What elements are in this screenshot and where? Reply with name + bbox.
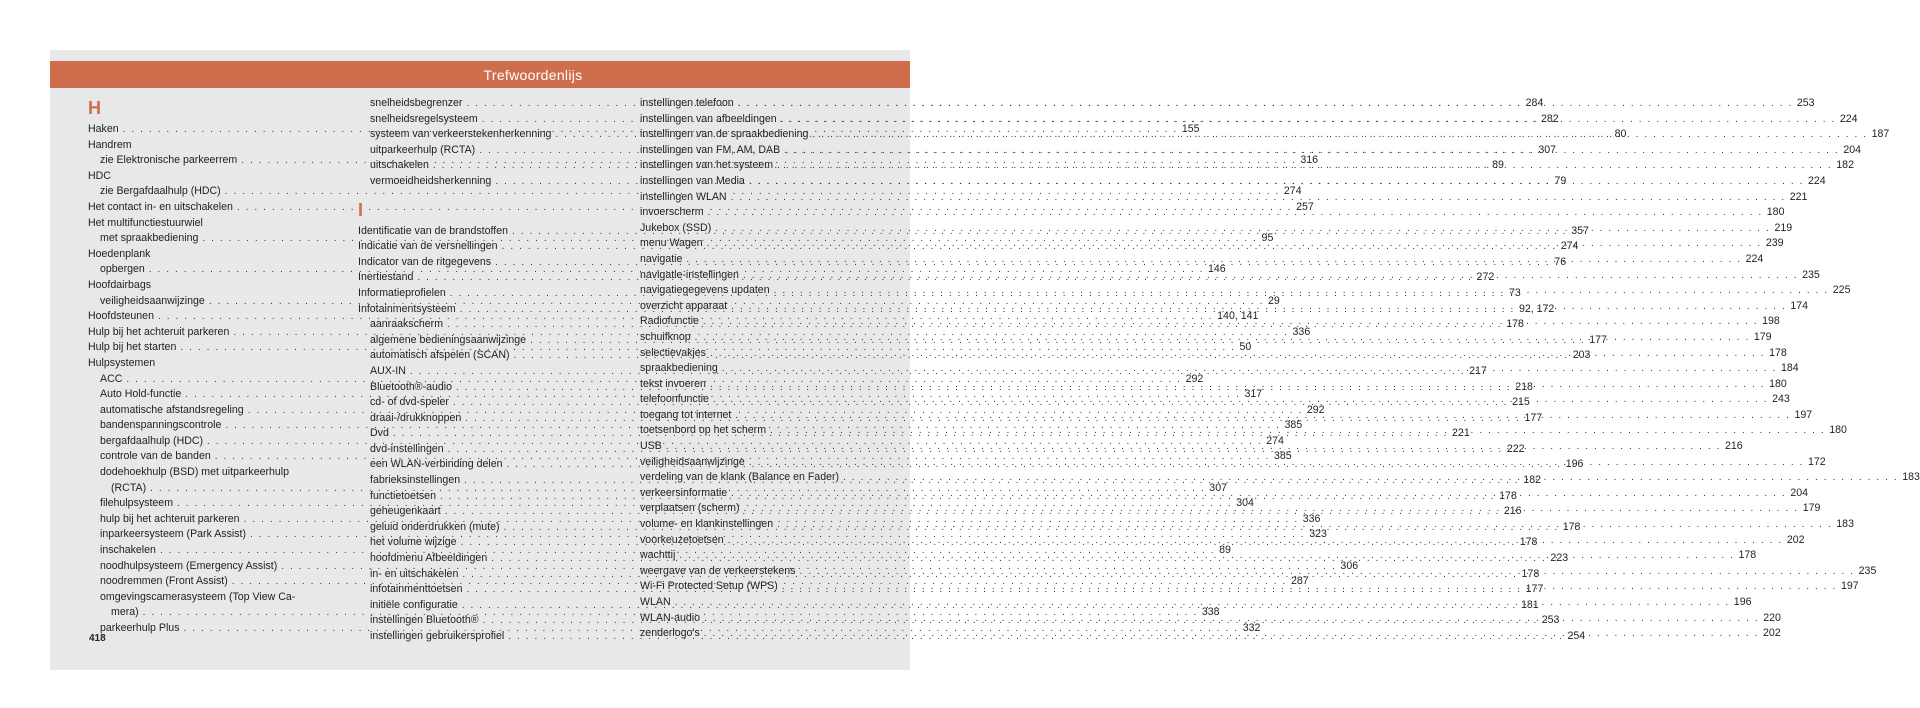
- index-entry-label: automatisch afspelen (SCAN): [370, 349, 510, 362]
- index-entry-label: Dvd: [370, 427, 389, 440]
- dot-leader: [743, 268, 1798, 284]
- index-entry-heading: HDC: [88, 169, 111, 182]
- index-entry-label: Informatieprofielen: [358, 286, 446, 299]
- index-entry-page: 73: [1508, 286, 1521, 299]
- index-entry-label: instellingen telefoon: [640, 97, 734, 109]
- index-entry-heading: dodehoekhulp (BSD) met uitparkeerhulp: [100, 466, 290, 479]
- index-entry-page: 178: [1562, 520, 1581, 533]
- index-entry-page: 177: [1525, 583, 1544, 596]
- index-entry-page: 221: [1789, 190, 1808, 203]
- index-entry-label: navigatiegegevens updaten: [640, 284, 770, 297]
- index-entry-label: zie Bergafdaalhulp (HDC): [100, 185, 221, 198]
- index-entry-page: 307: [1538, 143, 1557, 156]
- dot-leader: [777, 158, 1832, 174]
- index-entry-page: 218: [1515, 380, 1533, 393]
- index-entry-label: geheugenkaart: [370, 505, 441, 518]
- index-entry-label: selectievakjes: [640, 346, 706, 359]
- index-entry-label: USB: [640, 440, 662, 453]
- index-entry-page: 180: [1769, 377, 1787, 390]
- dot-leader: [781, 112, 1836, 128]
- index-entry-page: 307: [1209, 481, 1227, 494]
- index-entry-page: 155: [1181, 123, 1200, 135]
- index-entry-page: 177: [1524, 411, 1543, 424]
- index-entry-label: dvd-instellingen: [370, 442, 444, 455]
- index-entry-label: geluid onderdrukken (mute): [370, 520, 500, 533]
- index-entry-page: 274: [1266, 434, 1284, 447]
- index-entry-label: volume- en klankinstellingen: [640, 518, 774, 531]
- index-entry-label: instellingen Bluetooth®: [370, 614, 479, 627]
- index-entry-label: systeem van verkeerstekenherkenning: [370, 128, 552, 141]
- index-entry-label: cd- of dvd-speler: [370, 396, 449, 409]
- index-entry-page: 304: [1236, 497, 1254, 510]
- index-entry-label: met spraakbediening: [100, 232, 199, 245]
- dot-leader: [710, 346, 1765, 362]
- index-letter-heading: I: [358, 199, 364, 220]
- index-entry-label: overzicht apparaat: [640, 299, 728, 312]
- index-entry-label: zie Elektronische parkeerrem: [100, 154, 238, 167]
- index-entry-label: Identificatie van de brandstoffen: [358, 224, 508, 237]
- dot-leader: [675, 595, 1730, 611]
- index-entry-page: 215: [1512, 396, 1530, 409]
- index-entry-page: 235: [1802, 268, 1820, 281]
- index-entry-heading: Het multifunctiestuurwiel: [88, 216, 203, 229]
- dot-leader: [695, 330, 1750, 346]
- index-entry-label: hoofdmenu Afbeeldingen: [370, 552, 488, 565]
- index-entry-heading: Hoedenplank: [88, 247, 151, 260]
- index-entry-page: 184: [1780, 362, 1799, 375]
- index-entry-label: AUX-IN: [370, 364, 406, 377]
- index-entry-label: snelheidsbegrenzer: [370, 97, 463, 109]
- index-entry-page: 80: [1614, 128, 1627, 141]
- index-entry-page: 316: [1300, 154, 1319, 167]
- index-entry-page: 219: [1774, 221, 1793, 234]
- index-entry-label: Hulp bij het starten: [88, 341, 177, 354]
- index-entry-label: veiligheidsaanwijzinge: [640, 455, 745, 468]
- dot-leader: [715, 221, 1770, 237]
- index-entry-page: 29: [1268, 294, 1280, 307]
- index-entry-page: 204: [1790, 486, 1809, 499]
- index-entry-label: (RCTA): [111, 481, 147, 494]
- index-entry-label: instellingen van Media: [640, 174, 745, 187]
- index-entry-page: 254: [1567, 630, 1586, 642]
- index-entry-page: 274: [1560, 240, 1579, 253]
- dot-leader: [782, 579, 1837, 595]
- index-entry-label: Hoofdsteunen: [88, 310, 154, 323]
- index-entry-label: inparkeersysteem (Park Assist): [100, 528, 246, 541]
- dot-leader: [731, 190, 1786, 206]
- index-entry-heading: Hulpsystemen: [88, 356, 156, 369]
- index-entry-label: controle van de banden: [100, 450, 211, 463]
- index-entry-label: Inertiestand: [358, 271, 414, 284]
- index-entry-page: 181: [1520, 598, 1539, 611]
- index-entry-page: 140, 141: [1217, 310, 1259, 323]
- dot-leader: [843, 470, 1898, 486]
- index-entry-label: instellingen van afbeeldingen: [640, 112, 777, 125]
- index-entry-label: filehulpsysteem: [100, 497, 174, 510]
- index-entry-label: instellingen van FM, AM, DAB: [640, 143, 781, 156]
- index-entry-label: instellingen WLAN: [640, 190, 727, 203]
- index-entry-label: in- en uitschakelen: [370, 567, 459, 580]
- index-entry-page: 198: [1762, 315, 1780, 328]
- index-entry-label: verdeling van de klank (Balance en Fader): [640, 471, 840, 484]
- index-entry-label: ACC: [100, 372, 123, 385]
- dot-leader: [708, 205, 1763, 221]
- index-entry-label: Haken: [88, 123, 119, 135]
- dot-leader: [722, 361, 1777, 377]
- index-entry-page: 224: [1745, 252, 1764, 265]
- index-entry-label: infotainmenttoetsen: [370, 583, 463, 596]
- index-entry-page: 317: [1244, 388, 1263, 401]
- dot-leader: [812, 127, 1867, 143]
- index-entry-page: 292: [1185, 372, 1204, 385]
- index-entry-page: 180: [1829, 424, 1847, 437]
- index-letter-heading: H: [88, 98, 101, 118]
- dot-leader: [777, 517, 1832, 533]
- index-entry-label: algemene bedieningsaanwijzinge: [370, 333, 527, 346]
- index-entry-label: vermoeidheidsherkenning: [370, 174, 492, 187]
- index-entry-page: 178: [1506, 318, 1524, 331]
- index-entry-label: WLAN-audio: [640, 611, 701, 624]
- index-entry-label: spraakbediening: [640, 362, 718, 375]
- index-entry-page: 204: [1843, 143, 1862, 156]
- index-entry-page: 179: [1753, 330, 1772, 343]
- index-entry-page: 187: [1871, 128, 1890, 141]
- index-entry-page: 274: [1283, 185, 1302, 198]
- index-entry-label: Hulp bij het achteruit parkeren: [88, 325, 230, 338]
- index-entry-page: 224: [1808, 174, 1826, 187]
- dot-leader: [710, 377, 1765, 393]
- index-entry-page: 177: [1589, 333, 1607, 346]
- dot-leader: [666, 439, 1721, 455]
- dot-leader: [749, 455, 1804, 471]
- index-entry-label: fabrieksinstellingen: [370, 474, 461, 487]
- dot-leader: [774, 283, 1829, 299]
- index-entry-page: 221: [1452, 427, 1470, 440]
- index-entry-page: 220: [1763, 611, 1781, 624]
- index-entry-page: 178: [1521, 567, 1540, 580]
- dot-leader: [703, 314, 1758, 330]
- index-entry-label: veiligheidsaanwijzinge: [100, 294, 205, 307]
- index-entry-page: 385: [1273, 450, 1292, 463]
- index-entry-page: 182: [1523, 474, 1541, 487]
- index-entry-page: 89: [1492, 159, 1504, 172]
- index-entry-page: 336: [1302, 512, 1321, 525]
- page-title: Trefwoordenlijs: [483, 66, 583, 83]
- dot-leader: [707, 236, 1762, 252]
- page-number: 418: [89, 633, 106, 644]
- index-entry-label: opbergen: [100, 263, 145, 276]
- index-entry-page: 203: [1572, 349, 1591, 362]
- index-entry-page: 223: [1550, 552, 1569, 565]
- dot-leader: [713, 392, 1768, 408]
- index-entry-label: voorkeuzetoetsen: [640, 533, 724, 546]
- dot-leader: [704, 626, 1759, 642]
- index-entry-label: navigatie: [640, 252, 683, 265]
- index-entry-heading: Hoofdairbags: [88, 278, 152, 291]
- index-entry-page: 50: [1239, 341, 1252, 354]
- dot-leader: [686, 252, 1741, 268]
- index-entry-page: 272: [1476, 271, 1495, 284]
- index-entry-label: uitschakelen: [370, 159, 429, 172]
- dot-leader: [749, 174, 1804, 190]
- index-entry-label: Indicatie van de versnellingen: [358, 240, 498, 253]
- index-entry-page: 202: [1786, 533, 1805, 546]
- index-entry-page: 216: [1724, 440, 1743, 453]
- index-entry-page: 336: [1292, 325, 1311, 338]
- index-entry-label: hulp bij het achteruit parkeren: [100, 512, 240, 525]
- index-entry-label: Radiofunctie: [640, 315, 699, 328]
- index-entry-label: Auto Hold-functie: [100, 388, 182, 401]
- index-entry-page: 196: [1565, 458, 1584, 471]
- index-entry-page: 178: [1519, 536, 1538, 549]
- index-entry-page: 338: [1201, 606, 1220, 619]
- dot-leader: [731, 299, 1786, 315]
- index-entry-label: automatische afstandsregeling: [100, 403, 244, 416]
- index-entry-heading: omgevingscamerasysteem (Top View Ca-: [100, 590, 296, 603]
- index-entry-label: bandenspanningscontrole: [100, 419, 222, 432]
- index-entry-label: schuifknop: [640, 330, 691, 343]
- index-entry-label: verplaatsen (scherm): [640, 502, 740, 515]
- index-entry-label: instellingen van de spraakbediening: [640, 128, 809, 141]
- index-entry-page: 332: [1242, 622, 1261, 634]
- index-entry-page: 217: [1469, 364, 1487, 377]
- index-entry-label: een WLAN-verbinding delen: [370, 458, 503, 471]
- dot-leader: [784, 143, 1839, 159]
- index-entry-page: 202: [1762, 627, 1781, 640]
- index-entry-label: inschakelen: [100, 544, 156, 557]
- index-entry-page: 385: [1284, 419, 1303, 432]
- index-entry-page: 196: [1733, 596, 1752, 608]
- index-entry-page: 89: [1219, 544, 1231, 557]
- index-entry-label: toegang tot internet: [640, 408, 732, 421]
- index-entry-page: 95: [1261, 232, 1274, 245]
- index-entry-page: 197: [1840, 580, 1859, 593]
- index-entry-label: Bluetooth®-audio: [370, 380, 453, 393]
- index-entry-page: 197: [1794, 408, 1813, 421]
- index-entry-page: 216: [1503, 505, 1522, 518]
- index-entry-heading: Handrem: [88, 138, 132, 151]
- index-entry-label: Het contact in- en uitschakelen: [88, 200, 233, 213]
- index-entry-label: Jukebox (SSD): [640, 221, 712, 234]
- index-entry-page: 253: [1541, 614, 1560, 627]
- index-entry-label: Wi-Fi Protected Setup (WPS): [640, 580, 778, 593]
- index-entry-page: 292: [1306, 403, 1325, 416]
- index-entry-page: 178: [1769, 346, 1787, 359]
- index-entry-page: 172: [1808, 455, 1826, 468]
- index-entry-page: 235: [1858, 564, 1877, 577]
- index-entry-page: 178: [1738, 549, 1757, 562]
- index-entry-page: 323: [1309, 528, 1327, 541]
- index-entry-label: draai-/drukknoppen: [370, 411, 462, 424]
- page-header: [50, 61, 910, 88]
- index-entry-page: 79: [1554, 174, 1567, 187]
- index-entry-label: noodremmen (Front Assist): [100, 575, 228, 588]
- index-entry-label: het volume wijzige: [370, 536, 457, 549]
- index-entry-page: 225: [1832, 284, 1851, 297]
- index-entry-page: 174: [1790, 299, 1809, 312]
- dot-leader: [731, 486, 1786, 502]
- index-entry-page: 92, 172: [1518, 302, 1555, 315]
- index-entry-label: aanraakscherm: [370, 318, 444, 331]
- index-entry-page: 179: [1802, 502, 1821, 515]
- index-entry-label: initiële configuratie: [370, 598, 458, 611]
- index-entry-page: 239: [1765, 237, 1784, 250]
- index-entry-page: 146: [1207, 263, 1226, 276]
- index-entry-page: 178: [1499, 489, 1517, 502]
- index-entry-page: 284: [1525, 97, 1544, 109]
- index-entry-page: 183: [1902, 471, 1920, 484]
- index-entry-label: mera): [111, 606, 139, 619]
- index-entry-label: tekst invoeren: [640, 377, 706, 390]
- index-entry-page: 183: [1836, 518, 1854, 531]
- index-entry-label: Indicator van de ritgegevens: [358, 255, 492, 268]
- index-entry-label: telefoonfunctie: [640, 393, 709, 406]
- index-entry-label: zenderlogo's: [640, 627, 700, 640]
- dot-leader: [738, 96, 1793, 112]
- index-entry-page: 287: [1290, 575, 1309, 588]
- index-entry-label: invoerscherm: [640, 206, 704, 219]
- index-entry-page: 182: [1836, 159, 1854, 172]
- index-entry-label: bergafdaalhulp (HDC): [100, 434, 204, 447]
- index-entry-page: 76: [1554, 255, 1567, 268]
- dot-leader: [770, 423, 1825, 439]
- index-entry-label: weergave van de verkeerstekens: [640, 564, 796, 577]
- index-entry-page: 282: [1540, 112, 1559, 125]
- index-entry-page: 243: [1772, 393, 1790, 406]
- index-entry-label: instellingen gebruikersprofiel: [370, 630, 505, 642]
- index-entry-label: parkeerhulp Plus: [100, 622, 180, 634]
- index-entry-page: 306: [1340, 559, 1359, 572]
- index-entry-page: 257: [1296, 200, 1314, 213]
- index-entry-page: 357: [1571, 224, 1589, 237]
- index-entry-label: verkeersinformatie: [640, 486, 728, 499]
- dot-leader: [744, 501, 1799, 517]
- dot-leader: [728, 533, 1783, 549]
- index-entry-page: 180: [1766, 206, 1785, 219]
- index-entry-label: uitparkeerhulp (RCTA): [370, 143, 476, 156]
- index-entry-label: menu Wagen: [640, 237, 703, 250]
- index-entry-label: functietoetsen: [370, 489, 436, 502]
- dot-leader: [799, 564, 1854, 580]
- index-entry-label: toetsenbord op het scherm: [640, 424, 767, 437]
- index-entry-label: instellingen van het systeem: [640, 159, 774, 172]
- index-entry-label: Infotainmentsysteem: [358, 302, 456, 315]
- dot-leader: [704, 611, 1759, 627]
- index-entry-label: navigatie-instellingen: [640, 268, 739, 281]
- index-entry-page: 224: [1839, 112, 1858, 125]
- index-entry-page: 222: [1506, 442, 1525, 455]
- index-entry-label: noodhulpsysteem (Emergency Assist): [100, 559, 278, 572]
- index-entry-page: 253: [1796, 97, 1815, 109]
- index-entry-label: snelheidsregelsysteem: [370, 112, 478, 125]
- index-entry-label: wachttij: [640, 549, 676, 562]
- index-entry-label: WLAN: [640, 596, 671, 608]
- dot-leader: [679, 548, 1734, 564]
- dot-leader: [735, 408, 1790, 424]
